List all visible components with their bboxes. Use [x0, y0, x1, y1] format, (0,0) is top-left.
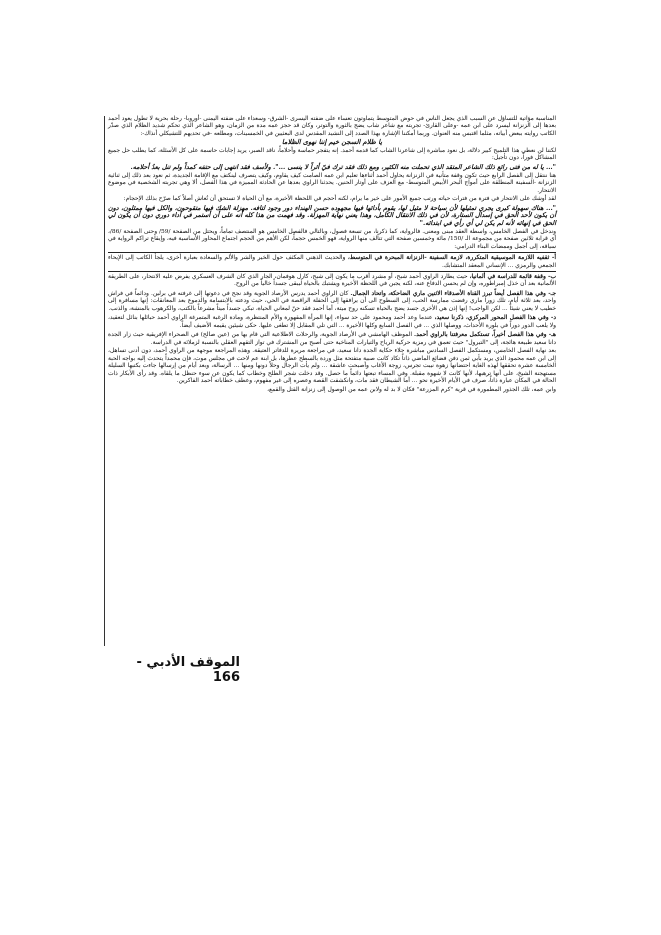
quote: "... يا له من فتى رائع ذلك الشاعر المتقد الذي تحملت منه الكثير، ومع ذلك فقد ترك فيّ أثراً لا ينسى ...". ولأسف فقد انتهى إلى حتفه كمداً ولم تنل بعدُ أحلامه. [130, 163, 556, 171]
paragraph: وابن عمه، تلك الجذور المطمورة في قرية "كرم المزرعة" فكان لا بد له ولابن عمه من الوصول إلى زنزانة القتل والقمع، [267, 386, 556, 393]
article-body [108, 116, 556, 395]
list-item [108, 290, 556, 313]
list-item-lead: د- وفي هذا الفصل المحور المركزي، ذكرنا سعيد، [434, 314, 557, 322]
paragraph: المناسبة مؤاتية للتساؤل عن السبب الذي يجعل الناس في حوض المتوسط يتماوتون تعساء على ضفته اليسرى -الشرق- وسعداء على ضفته اليمنى -أوروبا- رحلة بحرية لا تطول يعود أحمد بعدها إلى الزنزانة ليسرد على ابن عمه -وعلى القارئ- تجربته مع شاعر شاب يضج بالثورة والتوتر، وكان قد حجز عمه مدة من الزمان، وهو الشاعر الذي تحكم شديد الظلام الذي صدّر الكاتب روايته ببعض أبياته، مثلما اقتبس منه العنوان. وربما أمكننا الإشارة بهذا الصدد إلى النشيد المقدس لدى البعثيين في الخمسينات، ومطلعه -في تحديهم للتشيكلي أنذاك-: [108, 116, 556, 137]
list-item-lead: جـ- وفي هذا الفصل أيضاً تبرز القناة الأصدقاء الاثنين ماري الضاحكة، واتحاد الجمال. [350, 289, 557, 297]
list-item-lead: ب- وقفة قائمة للدراسة في ألمانيا، [469, 272, 556, 280]
column-rule [104, 116, 105, 646]
list-item-text: عندما وعد أحمد ومحمود على حد سواء، إنها المرأة المقهورة والأم المنتظرة، ومادة الرغبة المتمرغة الراوي أحمد حبائلها بنائل لتعقيد، ولا يلعب الدور دوراً في بلورة الأحداث، ووصلها الذي ... في الفصل السابع وكلها الأخيرة ... التي تلي المقابل إلا تطغى عليها. حكى شيئين يقيمه الأضيف أيضاً. [108, 315, 556, 329]
paragraph: لقد أوشك على الانتحار في فترة من فترات حياته ورتب جميع الأمور على خير ما يرام، لكنه أحجم في اللحظة الأخيرة، مع أن الحياة لا تستحق أن تُعاش أصلاً كما صرّح بذلك الإحجام: [123, 196, 556, 203]
list-item-text: الموظف الهامشي في الأرصاد الجوية، والرحلات الاطلاعية التي قام بها من (عين صالح) في الصحراء الإفريقية حيث زار الجدة دانا سعيد طبيعة هائجة، إلى "التيرول" حيث تعمق في رمزية حركية الرياح والتيارات المناخية حتى أصبح من المشترك في تواز التقهم العقلي بالنسبة لزملائه في الدراسة. [108, 332, 556, 346]
list-item-text: والحديث الذهني المكثف حول الخير والشر والألم والسعادة بعبارة أخرى، يلجأ الكاتب إلى الإيحاء الجمعي والرمزي ... الإنساني المعقد المتشابك. [108, 255, 556, 269]
list-item [108, 273, 556, 289]
list-item [108, 331, 556, 347]
page-footer-label: الموقف الأدبي - 166 [136, 655, 240, 685]
paragraph: هنا ننتقل إلى الفصل الرابع حيث تكون وقفة متأنية في الزنزانة يحاول أحمد أثناءها تعليم ابن عمه الصامت كيف يقاوم، وكيف يتصرف لينكتف مع الإقامة الجديدة، ثم نعود بعد ذلك إلى ثنائية الزنزانة -السفينة المنطلقة على أمواج البحر الأبيض المتوسط- مع العزف على أوتار الحنين. يحدثنا الراوي بعدها عن الحادثة المميزة في هذا الفصل، ألا وهي تجربته الشخصية في موضوع الانتحار. [108, 172, 556, 194]
list-item-text: حيث يطارد الراوي أحمد شبح، أو مشرد أقرب ما يكون إلى شبح، كارل هوفمان، الجار الذي كان الشرف العسكري يفرض عليه الانتحار، على الطريقة الألمانية بعد أن خذل إمبراطوره، وإن لم يحسن الدفاع عنه، لكنه يجبن في اللحظة الأخيرة ويشتبك بالحياة ليبقى جسداً خالياً من الروح. [108, 273, 556, 288]
list-item [108, 252, 556, 272]
list-item-lead: هـ- وفي هذا الفصل أخيراً، تستكمل معرفتنا بالراوي أحمد. [414, 331, 557, 339]
list-item-text: كان الراوي أحمد يدرس الأرصاد الجوية وقد نجح في دعوتها إلى غرفته في برلين. ودائماً في فراش واحد، بعد ثلاثة أيام، تلك زورا ماري رفضت ممارسة الحب، إلى السطوح الى أن يرافقها إلى الحفلة الراقصة في الحي، حيث ودعته بالابتسامة والدموع بعد المعانقات: إنها مسافرة إلى خطيب لا يعني شيئاً ... لكن الواجب! إنها إذن هي الأخرى جسد يضج بالحياة تسكنه روح ميتة، أما أحمد فقد حنّ لمعاني الحياة، تبكي جسداً ميتاً مشرعاً بالكتب، والكرهوب بالمنشة، والذنب. [108, 290, 556, 312]
paragraph: وندخل في الفصل الخامس، واسطة العقد مبنى ومعنى. فالرواية، كما ذكرنا، من تسعة فصول، وبالتالي فالفصل الخامس هو المنتصف تماماً، ويحتل من الصفحة /59/ وحتى الصفحة /86/، أي قرابة ثلاثين صفحة من مجموعة الـ /150/ مائة وخمسين صفحة التي تتألف منها الرواية، فهو الخمس حجماً، لكن الأهم من الحجم اجتماع المحاور الأساسية فيه، وإيقاع تراكم الرواية في سياقه، إلى أجمل وممضات البناء الدرامي: [108, 228, 557, 250]
verse-heading: يا ظلام السجن خيم إننا نهوى الظلاما [281, 138, 383, 147]
quote: "... هناك سهولة كبرى يجري تمثيلها لأن سياحة لا مثيل لها، يقوم بأدائها فيها مجهوده حسن الهنداء دور وجود لتافه. مهزلة الشك فيها متقوحون، والكل فيها ممثلون، دون أن يكون لأحد الحق في إسدال الستارة، لأن في ذلك الانتقال الكامل، وهذا يعني نهاية المهزلة. وقد فهمت من هذا كله أنه على أن أستمر في أداء دوري دون أن يكون لي الحق في إنهائه لأنه لم يكن لي أي رأي في ابتدائه." [108, 203, 556, 227]
list-item [108, 314, 556, 330]
list-item-lead: أ- ثقفيه اللازمة الموسيقية المتكررة، لازمة السفينة -الزنزانة المبحرة في المتوسط، [347, 254, 556, 262]
paragraph: بعد نهاية الفصل الخامس، ومستكمل الفصل السادس مباشرة جلاء حكاية الجدة دانا سعيد، في مراجعة مريرة للدفاتر العتيقة. وهذه المراجعة موجهة من الراوي أحمد، دون أدنى تساهل، إلى ابن عمه محمود الذي يريد بأبي ثمن دفن فضائع الماضي ذاتاً تكاد كانت صبية متفتحة مثل وردة بالسطح عطرها، بل ابنة عم لاحت في مجلس موت، فإن محمداً يتحدث إليه بواجه الحبة الخامسة عشرة تحققها لهذه الغاية احتضانها زهوة نيبت تجرس، زوجة الأغاب وأصبحت عاشقة ... ولم يأت الرجال وحلاً دونها ومنها ... الرسالة، وبعد أيام من إرسالها جاءت بكتبها السليلة مستهجنة الشيخ، على أنها ترهبها، لأنها كانت لا شهوة مقبلة. وفي المساء تبعتها دائماً ما حصل. وقد دخلت شجر الطلح وخطاب كما يكون عن سوء حنظل ما يلقاه. وقد رأى الأبكار ذات الحالة في المكان عبارة ذاتاً، صرف في الأيام الأخيرة نحو ... أما الشيطان فقد مات، وانكشفت القصة وعصره إلى غير مفهوم، وعطف خطاباته أحمد الفاكرين. [108, 348, 556, 384]
paragraph: لكننا لن نعطي هذا التلميح كبير دلالة، بل نعود مباشرة إلى شاعرنا الشاب كما قدمه أحمد. إنه يتفجر حماسة وأحلاماً، ناقد الصبر، يريد إجابات حاسمة على كل الأسئلة، كما يطلب حل جميع المشاكل فوراً، دون تأجيل: [108, 148, 556, 162]
